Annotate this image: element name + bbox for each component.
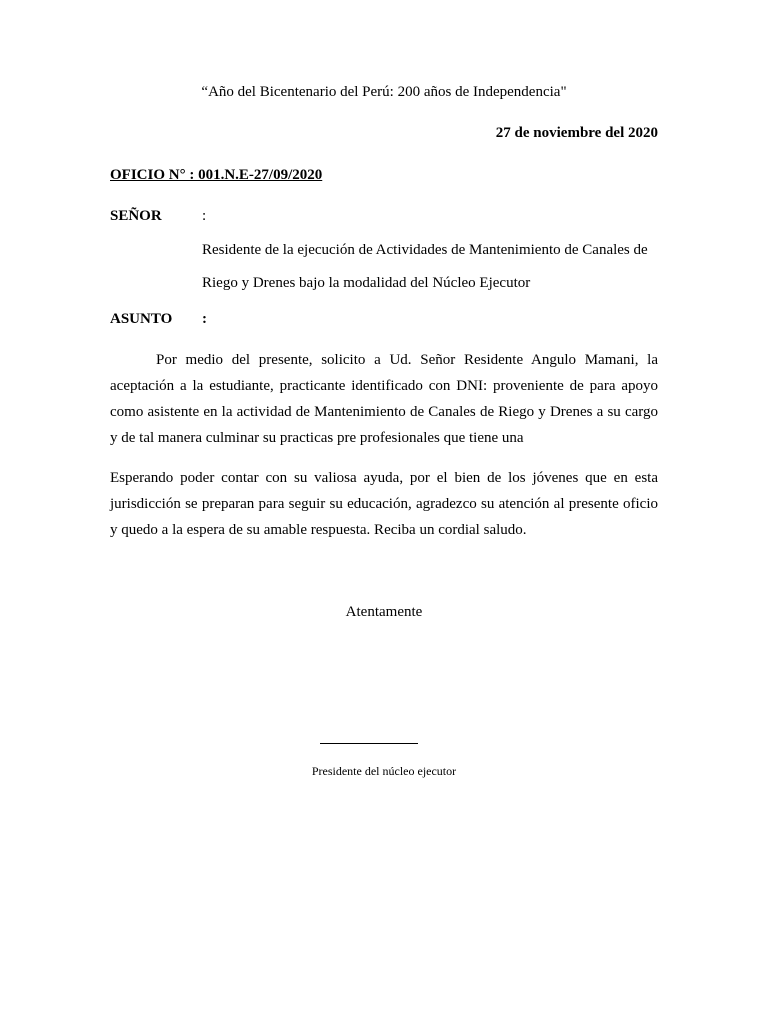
recipient-colon: :	[202, 208, 207, 224]
recipient-line-2: Riego y Drenes bajo la modalidad del Núcleo Ejecutor	[202, 275, 531, 291]
oficio-number: OFICIO N° : 001.N.E-27/09/2020	[110, 167, 323, 183]
recipient-line-1: Residente de la ejecución de Actividades de Mantenimiento de Canales de	[202, 242, 648, 258]
subject-colon: :	[202, 311, 207, 327]
subject-label: ASUNTO	[110, 311, 173, 327]
body-paragraph-2: Esperando poder contar con su valiosa ayuda, por el bien de los jóvenes que en esta jurisdicción se preparan para seguir su educación, agradezco su atención al presente oficio y quedo a la espera de su amable respuesta. Reciba un cordial saludo.	[110, 470, 658, 538]
signature-line	[320, 743, 418, 744]
document-date: 27 de noviembre del 2020	[495, 125, 658, 141]
signer-title: Presidente del núcleo ejecutor	[311, 764, 457, 778]
body-paragraph-1: Por medio del presente, solicito a Ud. Señor Residente Angulo Mamani, la aceptación a la estudiante, practicante identificado con DNI: proveniente de para apoyo como asistente en la actividad de Mantenimiento de Canales de Riego y Drenes a su cargo y de tal manera culminar su practicas pre profesionales que tiene una	[110, 352, 658, 446]
closing-salutation: Atentamente	[345, 604, 423, 620]
year-motto: “Año del Bicentenario del Perú: 200 años de Independencia"	[201, 84, 567, 100]
recipient-label: SEÑOR	[110, 208, 162, 224]
